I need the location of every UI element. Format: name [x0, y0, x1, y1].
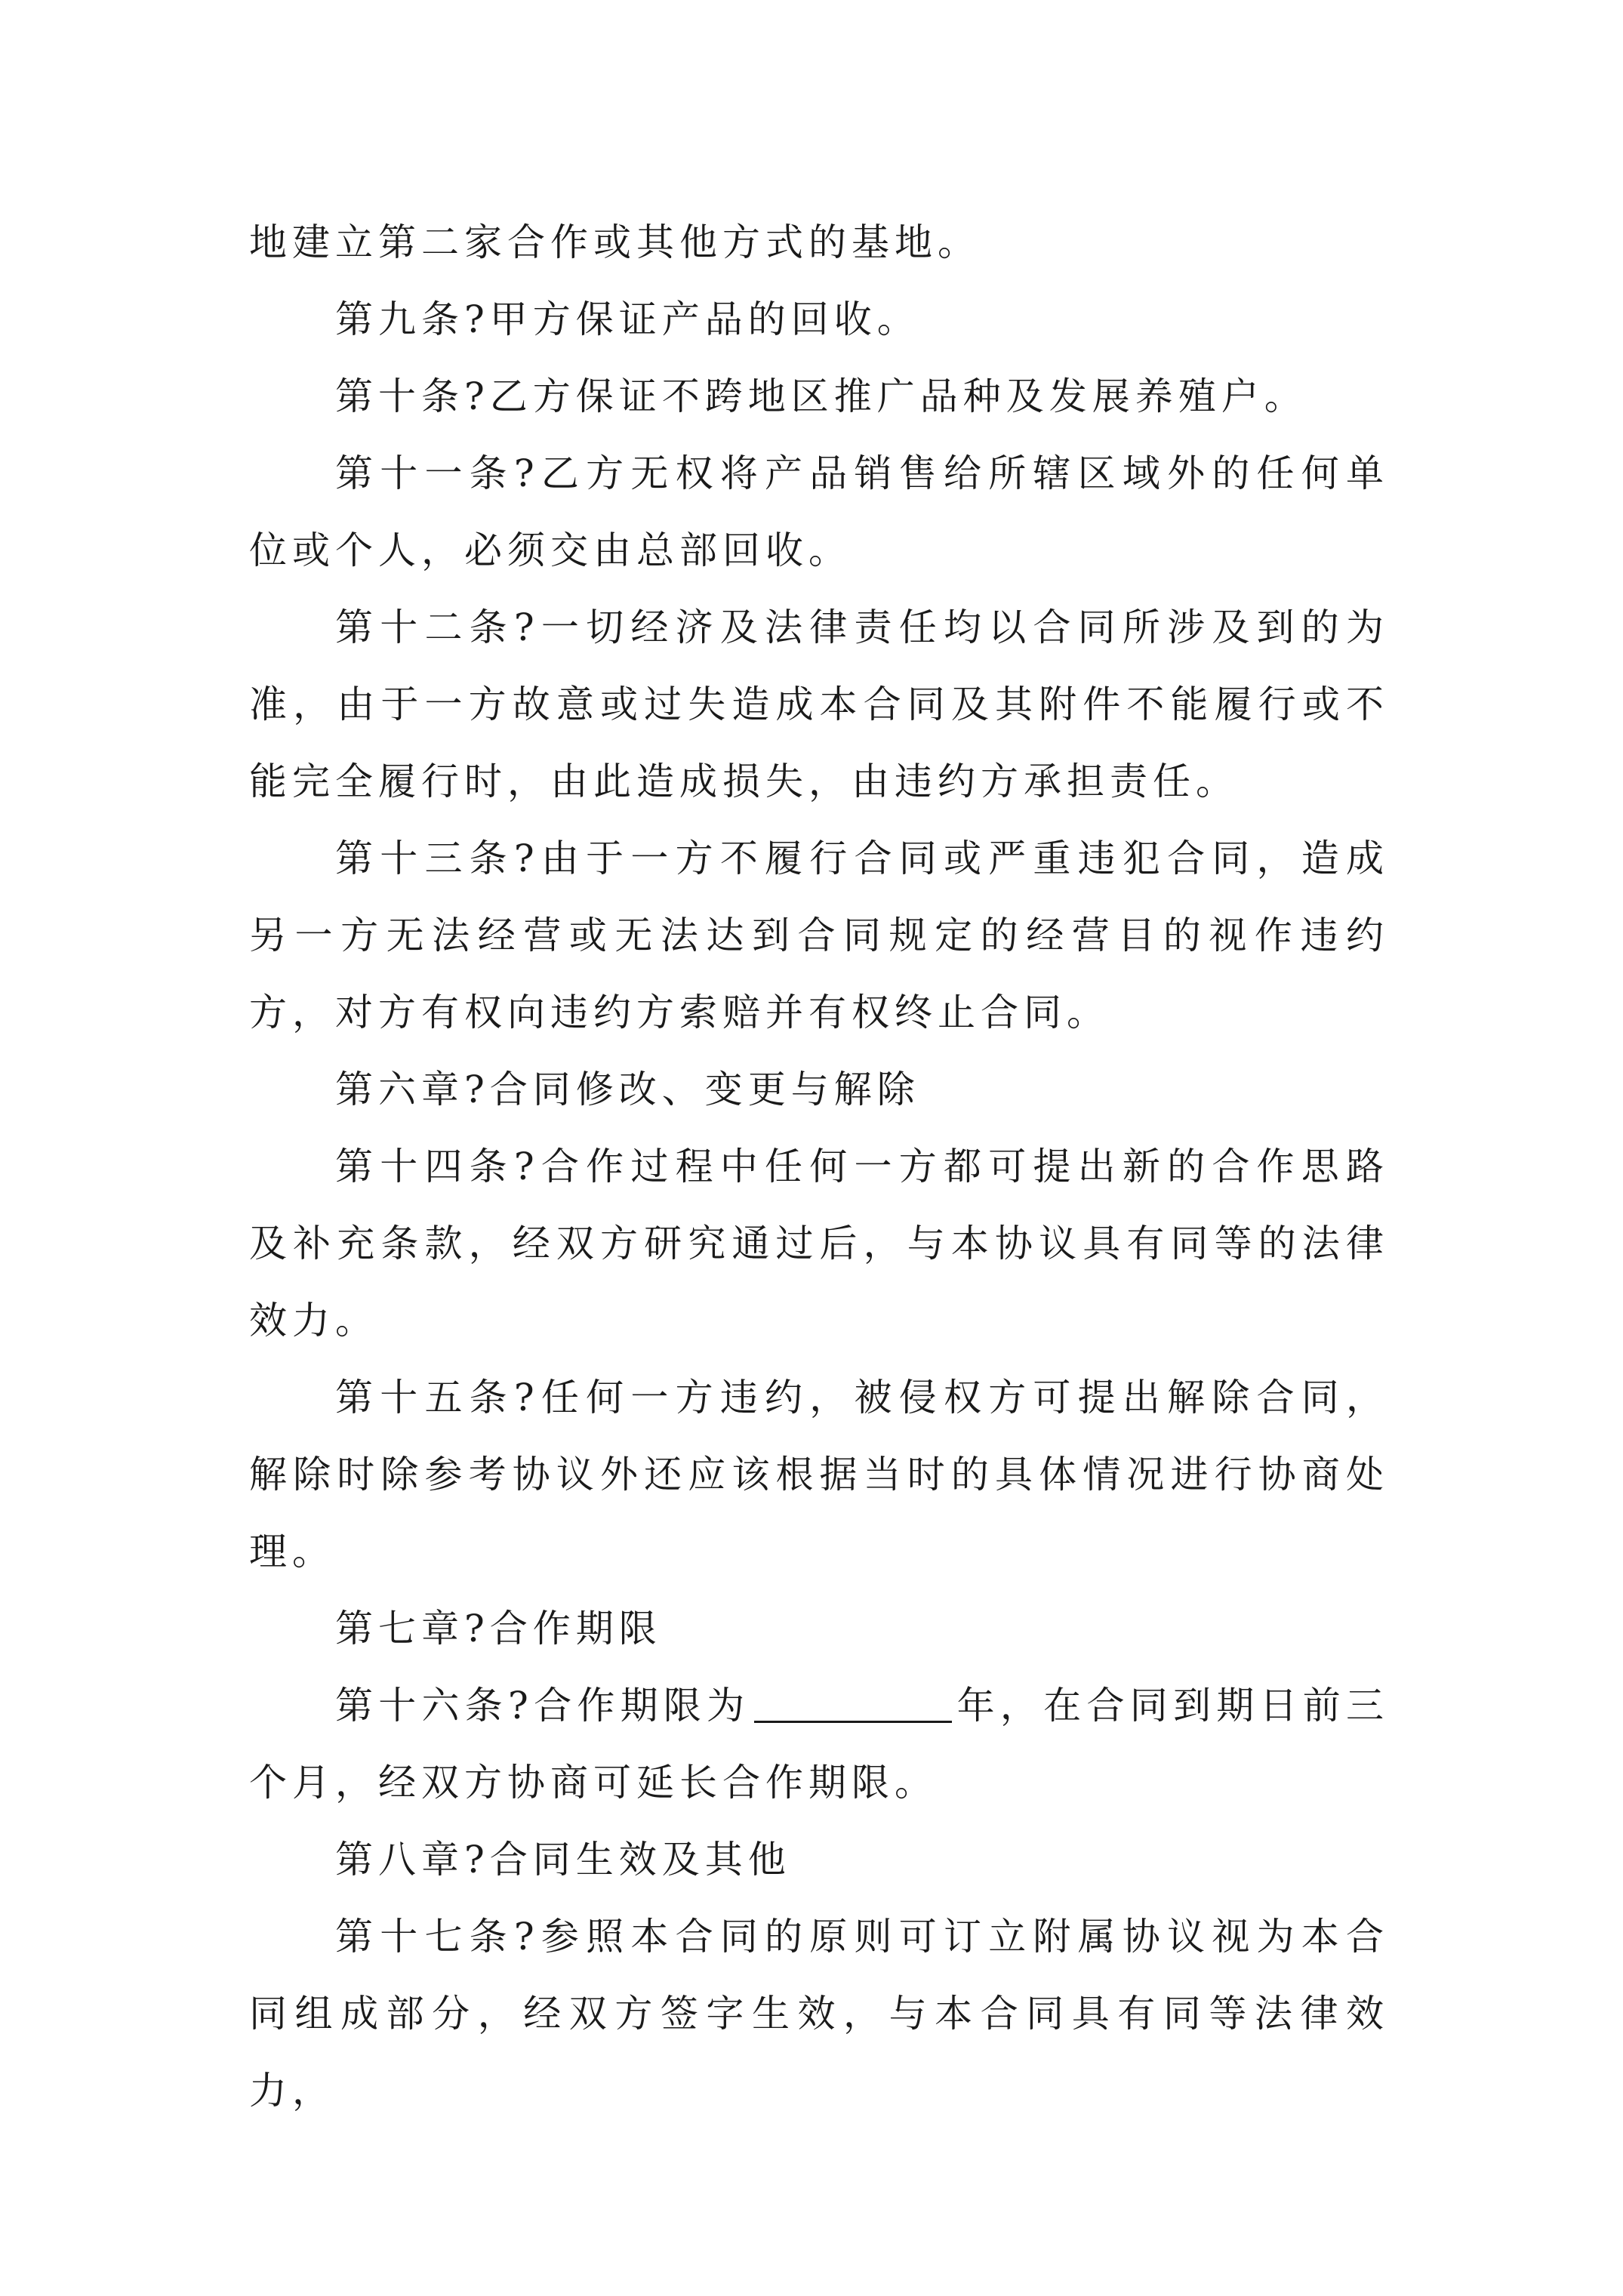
article-16 — [249, 1667, 1389, 1821]
term-years-blank[interactable] — [754, 1683, 952, 1723]
document-body — [249, 204, 1389, 2129]
article-12: 第十二条?一切经济及法律责任均以合同所涉及到的为准，由于一方故意或过失造成本合同及其附件不能履行或不能完全履行时，由此造成损失，由违约方承担责任。 — [249, 606, 1389, 803]
article-11: 第十一条?乙方无权将产品销售给所辖区域外的任何单位或个人，必须交由总部回收。 — [249, 451, 1389, 572]
chapter-7-heading: 第七章?合作期限 — [335, 1607, 662, 1650]
article-16-text-after: 年，在合同到期日前三个月，经双方协商可延长合作期限。 — [249, 1684, 1389, 1804]
paragraph-base-continuation: 地建立第二家合作或其他方式的基地。 — [249, 220, 981, 264]
article-9: 第九条?甲方保证产品的回收。 — [335, 297, 920, 341]
chapter-8-heading: 第八章?合同生效及其他 — [335, 1838, 791, 1881]
article-10: 第十条?乙方保证不跨地区推广品种及发展养殖户。 — [335, 374, 1307, 418]
article-15: 第十五条?任何一方违约，被侵权方可提出解除合同，解除时除参考协议外还应该根据当时的具体情况进行协商处理。 — [249, 1376, 1389, 1573]
article-16-text-before: 第十六条?合作期限为 — [335, 1684, 750, 1727]
article-17: 第十七条?参照本合同的原则可订立附属协议视为本合同组成部分，经双方签字生效，与本合同具有同等法律效力， — [249, 1915, 1389, 2113]
article-13: 第十三条?由于一方不履行合同或严重违犯合同，造成另一方无法经营或无法达到合同规定的经营目的视作违约方，对方有权向违约方索赔并有权终止合同。 — [249, 837, 1389, 1034]
article-14: 第十四条?合作过程中任何一方都可提出新的合作思路及补充条款，经双方研究通过后，与本协议具有同等的法律效力。 — [249, 1145, 1389, 1342]
chapter-6-heading: 第六章?合同修改、变更与解除 — [335, 1068, 920, 1111]
